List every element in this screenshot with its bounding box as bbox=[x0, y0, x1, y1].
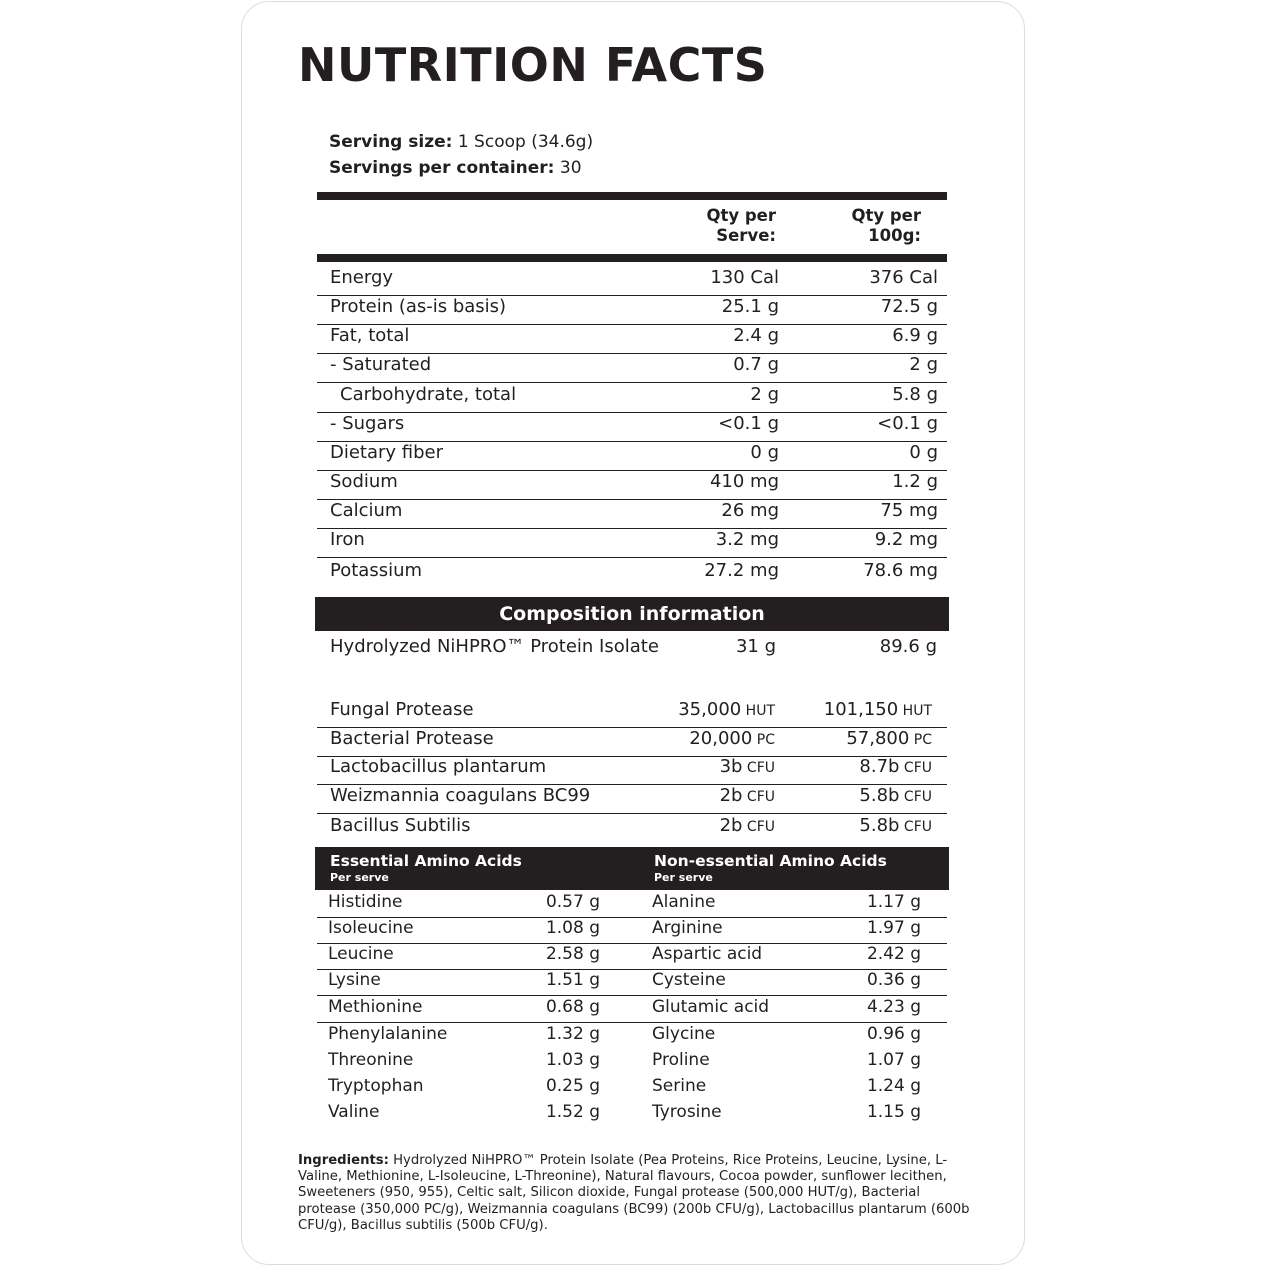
essential-amino-row bbox=[317, 918, 634, 944]
row-value-100g: 9.2 mg bbox=[874, 529, 938, 550]
row-label: Calcium bbox=[330, 500, 403, 521]
row-label: Iron bbox=[330, 529, 365, 550]
essential-subheading: Per serve bbox=[330, 871, 389, 884]
row-label: Dietary fiber bbox=[330, 442, 444, 463]
amino-name: Valine bbox=[328, 1102, 380, 1122]
amino-acids-header bbox=[315, 847, 949, 890]
amino-name: Cysteine bbox=[652, 970, 726, 990]
row-value-100g: 376 Cal bbox=[869, 267, 938, 288]
amino-name: Serine bbox=[652, 1076, 707, 1096]
composition-row-protein-isolate bbox=[317, 636, 947, 665]
row-label: Hydrolyzed NiHPRO™ Protein Isolate bbox=[330, 636, 659, 657]
amino-name: Isoleucine bbox=[328, 918, 414, 938]
amino-value: 0.25 g bbox=[545, 1076, 600, 1096]
row-label: Sodium bbox=[330, 471, 398, 492]
column-header-serve: Qty per Serve: bbox=[706, 206, 776, 245]
row-label: Fat, total bbox=[330, 325, 410, 346]
row-value-100g: 75 mg bbox=[880, 500, 938, 521]
amino-value: 1.52 g bbox=[545, 1102, 600, 1122]
nutrient-row bbox=[317, 325, 947, 354]
row-label: - Sugars bbox=[330, 413, 405, 434]
amino-name: Tyrosine bbox=[652, 1102, 722, 1122]
row-value-serve: 3.2 mg bbox=[715, 529, 779, 550]
essential-amino-row bbox=[317, 1102, 634, 1128]
composition-heading: Composition information bbox=[315, 597, 949, 631]
amino-name: Glutamic acid bbox=[652, 997, 770, 1017]
row-label: Bacterial Protease bbox=[330, 728, 494, 749]
row-value-serve: 2b CFU bbox=[719, 815, 775, 836]
essential-heading: Essential Amino Acids bbox=[330, 852, 522, 870]
row-value-100g: 101,150 HUT bbox=[823, 699, 932, 720]
row-value-100g: 5.8b CFU bbox=[859, 785, 932, 806]
row-value-serve: 0 g bbox=[750, 442, 779, 463]
row-value-100g: 6.9 g bbox=[892, 325, 938, 346]
nonessential-amino-row bbox=[634, 892, 947, 918]
amino-name: Methionine bbox=[328, 997, 423, 1017]
essential-amino-row bbox=[317, 944, 634, 970]
row-value-serve: 25.1 g bbox=[721, 296, 779, 317]
essential-amino-row bbox=[317, 1076, 634, 1102]
essential-amino-row bbox=[317, 1024, 634, 1050]
nonessential-amino-row bbox=[634, 1102, 947, 1128]
row-value-100g: <0.1 g bbox=[877, 413, 938, 434]
amino-name: Leucine bbox=[328, 944, 394, 964]
row-value-100g: 0 g bbox=[909, 442, 938, 463]
row-value-serve: 2 g bbox=[750, 384, 779, 405]
amino-value: 0.68 g bbox=[545, 997, 600, 1017]
nonessential-amino-row bbox=[634, 944, 947, 970]
amino-value: 1.15 g bbox=[866, 1102, 921, 1122]
nonessential-amino-row bbox=[634, 918, 947, 944]
composition-row bbox=[317, 756, 947, 785]
amino-name: Alanine bbox=[652, 892, 716, 912]
row-value-100g: 1.2 g bbox=[892, 471, 938, 492]
amino-name: Proline bbox=[652, 1050, 710, 1070]
row-value-serve: 31 g bbox=[735, 636, 776, 657]
nutrient-row bbox=[317, 384, 947, 413]
nutrient-row bbox=[317, 267, 947, 296]
amino-name: Glycine bbox=[652, 1024, 716, 1044]
row-value-serve: 410 mg bbox=[709, 471, 779, 492]
page-title: NUTRITION FACTS bbox=[298, 38, 768, 92]
row-value-100g: 78.6 mg bbox=[863, 560, 938, 581]
row-label: Carbohydrate, total bbox=[340, 384, 517, 405]
row-value-serve: 130 Cal bbox=[710, 267, 779, 288]
nutrient-row bbox=[317, 560, 947, 596]
amino-name: Threonine bbox=[328, 1050, 414, 1070]
row-value-serve: 20,000 PC bbox=[689, 728, 775, 749]
servings-per-container: Servings per container: 30 bbox=[329, 158, 582, 178]
amino-name: Histidine bbox=[328, 892, 403, 912]
nonessential-amino-row bbox=[634, 1024, 947, 1050]
row-label: Lactobacillus plantarum bbox=[330, 756, 547, 777]
row-value-serve: 2.4 g bbox=[733, 325, 779, 346]
row-value-100g: 89.6 g bbox=[879, 636, 937, 657]
nutrient-row bbox=[317, 413, 947, 442]
composition-row bbox=[317, 815, 947, 844]
row-label: Weizmannia coagulans BC99 bbox=[330, 785, 591, 806]
nonessential-amino-row bbox=[634, 1050, 947, 1076]
row-value-100g: 57,800 PC bbox=[846, 728, 932, 749]
nutrient-row bbox=[317, 471, 947, 500]
row-label: Protein (as-is basis) bbox=[330, 296, 507, 317]
row-value-100g: 72.5 g bbox=[880, 296, 938, 317]
row-value-100g: 5.8b CFU bbox=[859, 815, 932, 836]
row-label: Energy bbox=[330, 267, 394, 288]
nonessential-subheading: Per serve bbox=[654, 871, 713, 884]
row-value-serve: 35,000 HUT bbox=[678, 699, 775, 720]
row-value-100g: 5.8 g bbox=[892, 384, 938, 405]
amino-value: 1.03 g bbox=[545, 1050, 600, 1070]
essential-amino-row bbox=[317, 1050, 634, 1076]
nutrient-row bbox=[317, 354, 947, 383]
nonessential-heading: Non-essential Amino Acids bbox=[654, 852, 887, 870]
composition-row bbox=[317, 699, 947, 728]
amino-value: 2.42 g bbox=[866, 944, 921, 964]
column-header-100g: Qty per 100g: bbox=[851, 206, 921, 245]
row-value-serve: 0.7 g bbox=[733, 354, 779, 375]
row-value-serve: <0.1 g bbox=[718, 413, 779, 434]
amino-name: Tryptophan bbox=[328, 1076, 424, 1096]
top-divider bbox=[317, 192, 947, 200]
serving-size: Serving size: 1 Scoop (34.6g) bbox=[329, 132, 594, 152]
amino-value: 1.51 g bbox=[545, 970, 600, 990]
amino-value: 1.24 g bbox=[866, 1076, 921, 1096]
amino-value: 1.07 g bbox=[866, 1050, 921, 1070]
amino-value: 1.17 g bbox=[866, 892, 921, 912]
row-value-serve: 27.2 mg bbox=[704, 560, 779, 581]
essential-amino-row bbox=[317, 997, 634, 1023]
composition-row bbox=[317, 785, 947, 814]
row-value-100g: 8.7b CFU bbox=[859, 756, 932, 777]
row-value-serve: 3b CFU bbox=[719, 756, 775, 777]
amino-value: 0.96 g bbox=[866, 1024, 921, 1044]
amino-value: 1.97 g bbox=[866, 918, 921, 938]
row-label: Potassium bbox=[330, 560, 423, 581]
amino-value: 1.08 g bbox=[545, 918, 600, 938]
row-label: - Saturated bbox=[330, 354, 432, 375]
header-divider bbox=[317, 254, 947, 262]
amino-value: 1.32 g bbox=[545, 1024, 600, 1044]
row-label: Fungal Protease bbox=[330, 699, 474, 720]
nutrient-row bbox=[317, 500, 947, 529]
nutrient-row bbox=[317, 442, 947, 471]
nonessential-amino-row bbox=[634, 1076, 947, 1102]
row-value-100g: 2 g bbox=[909, 354, 938, 375]
amino-name: Arginine bbox=[652, 918, 723, 938]
nutrient-row bbox=[317, 529, 947, 558]
row-value-serve: 2b CFU bbox=[719, 785, 775, 806]
amino-value: 4.23 g bbox=[866, 997, 921, 1017]
row-value-serve: 26 mg bbox=[721, 500, 779, 521]
amino-name: Phenylalanine bbox=[328, 1024, 448, 1044]
essential-amino-row bbox=[317, 970, 634, 996]
composition-row bbox=[317, 728, 947, 757]
nonessential-amino-row bbox=[634, 997, 947, 1023]
ingredients-text: Ingredients: Hydrolyzed NiHPRO™ Protein Isolate (Pea Proteins, Rice Proteins, Leucine, Lysine, L-Valine, Methionine, L-Isoleucine, L-Threonine), Natural flavours, Cocoa powder, sunflower lecithen, Sweeteners (950, 955), Celtic salt, Silicon dioxide, Fungal protease (500,000 HUT/g), Bacterial protease (350,000 PC/g), Weizmannia coagulans (BC99) (200b CFU/g), Lactobacillus plantarum (600b CFU/g), Bacillus subtilis (500b CFU/g). bbox=[298, 1153, 970, 1233]
essential-amino-row bbox=[317, 892, 634, 918]
amino-value: 0.57 g bbox=[545, 892, 600, 912]
amino-value: 2.58 g bbox=[545, 944, 600, 964]
amino-value: 0.36 g bbox=[866, 970, 921, 990]
amino-name: Aspartic acid bbox=[652, 944, 763, 964]
nutrient-row bbox=[317, 296, 947, 325]
amino-name: Lysine bbox=[328, 970, 381, 990]
row-label: Bacillus Subtilis bbox=[330, 815, 471, 836]
nonessential-amino-row bbox=[634, 970, 947, 996]
